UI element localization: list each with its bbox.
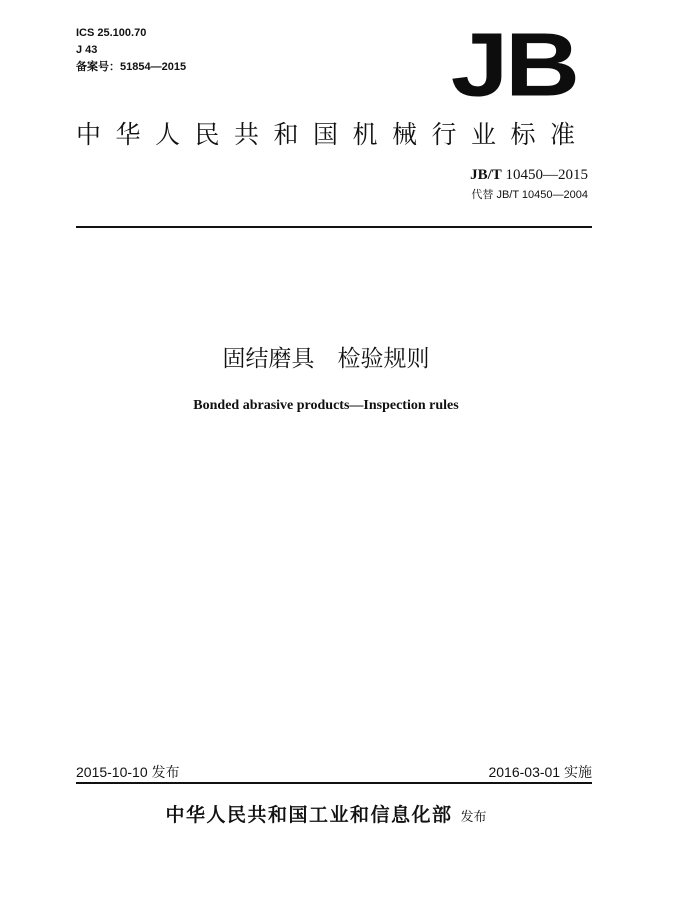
footer-divider [76, 782, 592, 784]
ics-code: ICS 25.100.70 [76, 27, 147, 39]
jb-logo: JB [450, 13, 577, 115]
standard-number-prefix: JB/T [470, 167, 502, 183]
publisher-organization: 中华人民共和国工业和信息化部 [165, 804, 453, 826]
publisher [0, 800, 652, 827]
document-title-chinese: 固结磨具 检验规则 [222, 346, 430, 372]
standard-category-title: 中华人民共和国机械行业标准 [76, 120, 590, 149]
header-divider [76, 226, 592, 228]
issue-date: 2015-10-10 发布 [76, 764, 180, 780]
filing-number: 备案号：51854—2015 [76, 61, 187, 73]
ccs-code: J 43 [76, 44, 98, 56]
standard-number [428, 167, 588, 184]
document-title-english: Bonded abrasive products—Inspection rules [193, 398, 459, 413]
standard-number-value: 10450—2015 [505, 167, 588, 183]
implementation-date: 2016-03-01 实施 [488, 764, 592, 780]
publisher-action: 发布 [460, 810, 487, 825]
replaces-standard: 代替 JB/T 10450—2004 [471, 189, 588, 201]
